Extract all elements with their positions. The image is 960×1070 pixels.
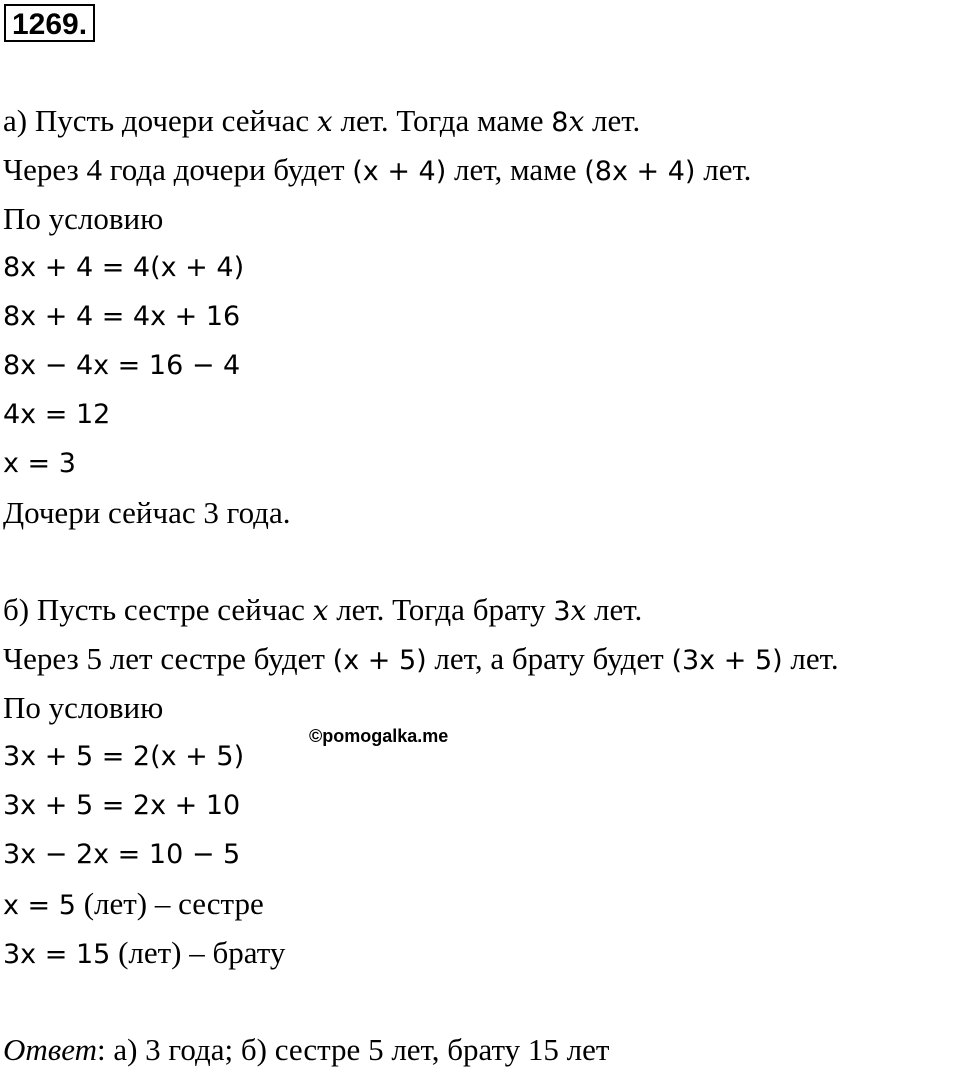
part-a-intro-text-3: лет. <box>584 103 641 138</box>
part-b-intro-expr-variable: x <box>570 594 587 627</box>
part-b-equation-4: x = 5 <box>3 890 76 921</box>
part-b-later-text-1: Через 5 лет сестре будет <box>3 641 333 676</box>
part-b-equation-5: 3x = 15 <box>3 939 111 970</box>
part-b-later-text-3: лет. <box>782 641 839 676</box>
part-b-later-text-2: лет, а брату будет <box>426 641 672 676</box>
part-a-intro-text-1: а) Пусть дочери сейчас <box>3 103 317 138</box>
part-a-conclusion: Дочери сейчас 3 года. <box>3 495 291 530</box>
part-b-equation-2: 3x + 5 = 2x + 10 <box>3 790 241 821</box>
part-b-equation-1: 3x + 5 = 2(x + 5) <box>3 741 245 772</box>
answer-label: Ответ <box>3 1032 97 1067</box>
answer-line <box>3 1030 609 1070</box>
part-a-intro-coefficient: 8 <box>551 107 569 138</box>
part-b-intro-text-3: лет. <box>586 592 643 627</box>
part-a-intro-text-2: лет. Тогда маме <box>332 103 552 138</box>
part-b-condition: По условию <box>3 690 164 725</box>
part-a-equation-5: x = 3 <box>3 448 76 479</box>
part-a-equation-1: 8x + 4 = 4(x + 4) <box>3 252 245 283</box>
part-a-later-text-3: лет. <box>695 152 752 187</box>
part-b-intro-line <box>3 590 642 632</box>
part-a-intro-variable: x <box>316 105 333 138</box>
watermark: ©pomogalka.me <box>309 726 449 746</box>
part-a-intro-expr-variable: x <box>568 105 585 138</box>
part-b-intro-text-2: лет. Тогда брату <box>328 592 554 627</box>
part-a-later-expr-2: (8x + 4) <box>584 156 696 187</box>
part-b-equation-4-line <box>3 884 264 926</box>
part-b-equation-5-line <box>3 933 285 975</box>
part-a-later-text-2: лет, маме <box>446 152 585 187</box>
answer-text: : а) 3 года; б) сестре 5 лет, брату 15 лет <box>96 1032 610 1067</box>
problem-number: 1269. <box>4 4 95 42</box>
part-a-later-text-1: Через 4 года дочери будет <box>3 152 353 187</box>
part-b-equation-4-note: (лет) – сестре <box>75 886 264 921</box>
part-a-equation-4: 4x = 12 <box>3 399 111 430</box>
part-a-equation-2: 8x + 4 = 4x + 16 <box>3 301 241 332</box>
part-a-intro-line <box>3 101 640 143</box>
part-b-intro-text-1: б) Пусть сестре сейчас <box>3 592 313 627</box>
part-a-condition: По условию <box>3 201 164 236</box>
part-b-later-line <box>3 639 839 681</box>
part-a-equation-3: 8x − 4x = 16 − 4 <box>3 350 241 381</box>
part-b-intro-variable: x <box>312 594 329 627</box>
part-b-intro-coefficient: 3 <box>553 596 571 627</box>
part-b-later-expr-1: (x + 5) <box>332 645 427 676</box>
part-a-later-line <box>3 150 751 192</box>
part-b-equation-5-note: (лет) – брату <box>110 935 286 970</box>
part-b-equation-3: 3x − 2x = 10 − 5 <box>3 839 241 870</box>
part-a-later-expr-1: (x + 4) <box>352 156 447 187</box>
part-b-later-expr-2: (3x + 5) <box>671 645 783 676</box>
